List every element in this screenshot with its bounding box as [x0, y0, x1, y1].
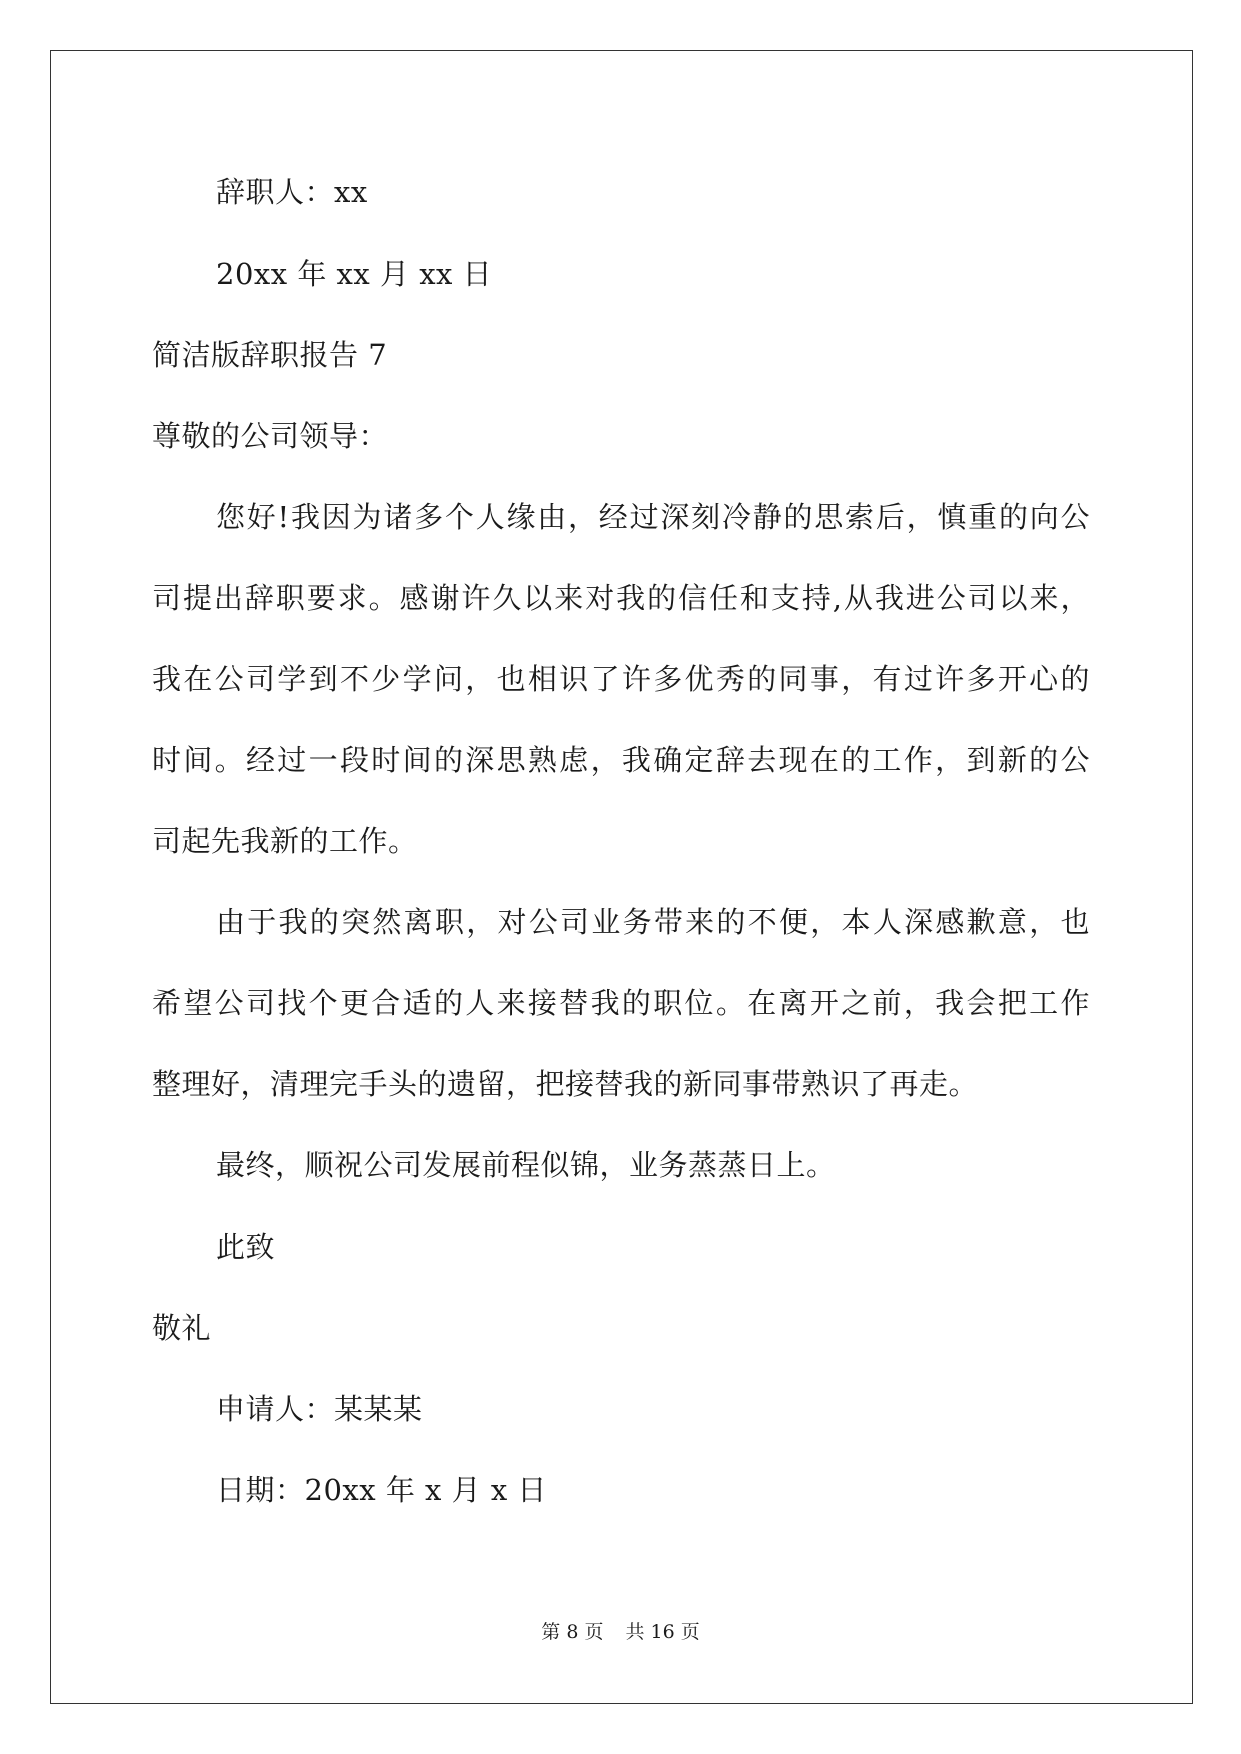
current-page: 第 8 页 — [541, 1621, 604, 1643]
paragraph1-line4: 时间。经过一段时间的深思熟虑，我确定辞去现在的工作，到新的公 — [152, 743, 1090, 777]
resigner-line: 辞职人：xx — [216, 175, 368, 209]
closing-jingli: 敬礼 — [152, 1311, 212, 1345]
paragraph2-line2: 希望公司找个更合适的人来接替我的职位。在离开之前，我会把工作 — [152, 986, 1090, 1020]
closing-cizhi: 此致 — [216, 1230, 276, 1264]
page-frame — [50, 50, 1193, 1704]
page-footer — [0, 1620, 1241, 1644]
paragraph1-line3: 我在公司学到不少学问，也相识了许多优秀的同事，有过许多开心的 — [152, 662, 1090, 696]
paragraph1-line2: 司提出辞职要求。感谢许久以来对我的信任和支持,从我进公司以来， — [152, 581, 1090, 615]
resign-date-line: 20xx 年 xx 月 xx 日 — [216, 257, 493, 291]
section-title: 简洁版辞职报告 7 — [152, 338, 388, 372]
applicant-line: 申请人：某某某 — [216, 1392, 423, 1426]
paragraph2-line1: 由于我的突然离职，对公司业务带来的不便，本人深感歉意，也 — [216, 905, 1090, 939]
total-pages: 共 16 页 — [625, 1621, 700, 1643]
paragraph1-line1: 您好!我因为诸多个人缘由，经过深刻冷静的思索后，慎重的向公 — [216, 500, 1090, 534]
apply-date-line: 日期：20xx 年 x 月 x 日 — [216, 1473, 547, 1507]
paragraph1-line5: 司起先我新的工作。 — [152, 824, 418, 858]
paragraph2-line3: 整理好，清理完手头的遗留，把接替我的新同事带熟识了再走。 — [152, 1067, 979, 1101]
paragraph3: 最终，顺祝公司发展前程似锦，业务蒸蒸日上。 — [216, 1148, 836, 1182]
salutation: 尊敬的公司领导： — [152, 419, 389, 453]
